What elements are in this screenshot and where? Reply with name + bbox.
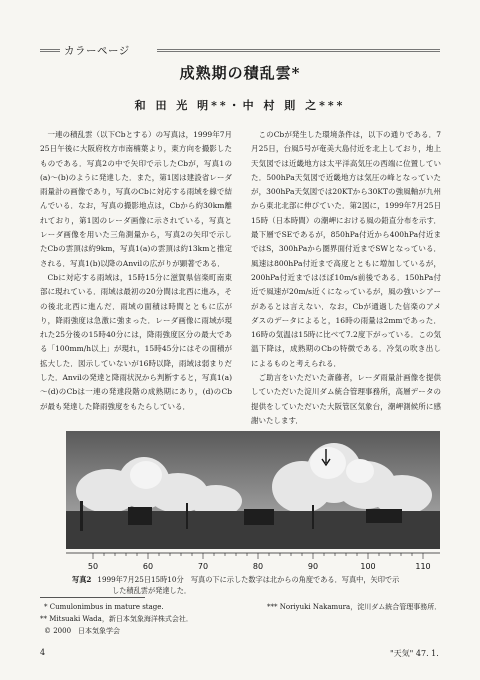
paragraph: 一連の積乱雲（以下Cbとする）の写真は，1999年7月25日午後に大阪府枚方市南楠葉より，東方向を撮影したものである．写真2の中で矢印で示したCbが，写真1の(a)～(b)のように発達した．また，第1図は建設省レーダ雨量計の画像であり，写真のCbに対応する雨域を線で結んでいる．なお，写真の撮影地点は，Cbから約30km離れており，第1図のレーダ画像に示されている，写真とレーダ画像を用いた三角測量から，写真2の矢印で示したCbの雲頂は約9km，写真1(a)の雲頂は約13kmと推定される．写真1(b)以降のAnvilの広がりが顕著である． bbox=[40, 130, 232, 268]
cumulonimbus-panorama-photo bbox=[66, 431, 440, 549]
caption-line-1: 1999年7月25日15時10分 写真の下に示した数字は北からの角度である．写真中，矢印で示 bbox=[97, 575, 400, 584]
photo-caption bbox=[72, 574, 444, 596]
left-column bbox=[40, 128, 232, 414]
paragraph: Cbに対応する雨域は，15時15分に滋賀県信楽町南東部に現れている．雨域は最初の20分間は北西に進み，その後北北西に進んだ．雨域の面積は時間とともに広がり，降雨強度は急激に強まった．レーダ画像に雨域が現れた25分後の15時40分には，降雨強度区分の最大である「100mm/h以上」が現れ，15時45分にはその面積が拡大した．図示していないが16時以降，雨域は弱まりだした．Anvilの発達と降雨状況から判断すると，写真1(a)～(d)のCbは一連の発達段階の成熟期にあり，(d)のCbが最も発達した降雨強度をもたらしている． bbox=[40, 272, 232, 411]
article-authors: 和 田 光 明**・中 村 則 之*** bbox=[134, 99, 346, 112]
scale-tick-label: 50 bbox=[87, 562, 99, 571]
right-column bbox=[251, 128, 441, 428]
paragraph: ご助言をいただいた斎藤者，レーダ雨量計画像を提供していただいた淀川ダム統合管理事務所，高層データの提供をしていただいた大阪管区気象台，潮岬測候所に感謝いたします． bbox=[251, 373, 441, 425]
scale-tick-label: 60 bbox=[142, 562, 154, 571]
journal-reference: "天気" 47. 1. bbox=[390, 649, 439, 658]
section-label-text: カラーページ bbox=[64, 45, 130, 57]
copyright: © 2000 日本気象学会 bbox=[44, 627, 121, 635]
azimuth-scale bbox=[66, 549, 440, 573]
section-rule-right bbox=[157, 49, 440, 52]
scale-tick-label: 90 bbox=[307, 562, 319, 571]
scale-tick-label: 100 bbox=[360, 562, 376, 571]
article-title: 成熟期の積乱雲* bbox=[179, 64, 301, 82]
footnote-rule bbox=[40, 597, 145, 598]
caption-line-2: した積乱雲が発達した． bbox=[112, 586, 192, 595]
caption-label: 写真2 bbox=[72, 575, 92, 584]
footnote-3: *** Noriyuki Nakamura，淀川ダム統合管理事務所． bbox=[267, 603, 442, 611]
page-number: 4 bbox=[40, 648, 46, 657]
footnote-2: ** Mitsuaki Wada，新日本気象海洋株式会社． bbox=[40, 615, 193, 623]
footnote-1: * Cumulonimbus in mature stage. bbox=[44, 603, 164, 611]
scale-tick-label: 70 bbox=[197, 562, 209, 571]
section-rule-left bbox=[40, 49, 60, 52]
paragraph: このCbが発生した環境条件は，以下の通りである．7月25日，台風5号が奄美大島付近を北上しており，地上天気図では近畿地方は太平洋高気圧の西端に位置していた．500hPa天気図で近畿地方は気圧の峰となっていたが，300hPa天気図では20KTから30KTの強風軸が九州から東北北部に伸びていた．第2図に，1999年7月25日15時（日本時間）の潮岬における風の鉛直分布を示す．最下層でSEであるが，850hPa付近から400hPa付近まではS，300hPaから圏界面付近までSWとなっている．風速は800hPa付近まで高度とともに増加しているが，200hPa付近まではほぼ10m/s前後である．150hPa付近で風速が20m/s近くになっているが，風の強いシアーがあるとは言えない．なお，Cbが通過した信楽のアメダスのデータによると，16時の雨量は2mmであった．16時の気温は15時に比べて7.2度下がっている．この気温下降は，成熟期のCbの特徴である．冷気の吹き出しによるものと考えられる． bbox=[251, 130, 441, 368]
section-label bbox=[40, 43, 440, 57]
scale-tick-label: 110 bbox=[415, 562, 431, 571]
scale-tick-label: 80 bbox=[252, 562, 264, 571]
